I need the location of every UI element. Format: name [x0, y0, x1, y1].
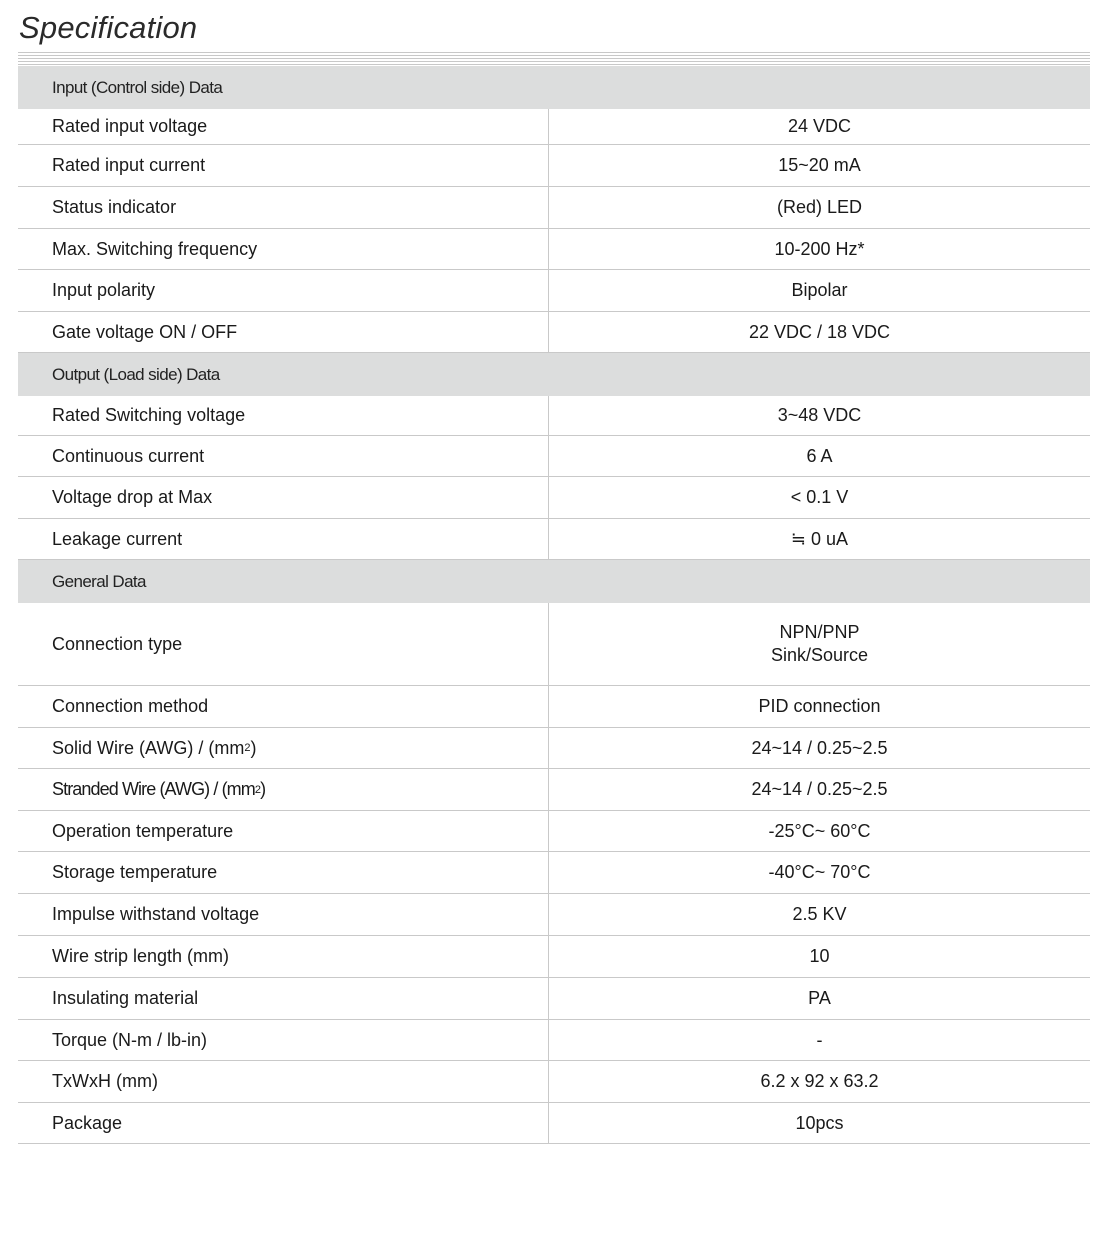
table-row [18, 270, 1090, 312]
row-label: Gate voltage ON / OFF [18, 312, 549, 352]
row-label: Storage temperature [18, 852, 549, 893]
section-heading-input: Input (Control side) Data [18, 66, 1090, 109]
row-label: Stranded Wire (AWG) / (mm 2 ) [18, 769, 549, 810]
row-value: 24 VDC [787, 116, 852, 136]
row-label: Status indicator [18, 187, 549, 228]
label-text-end: ) [260, 779, 266, 799]
row-label: Rated Switching voltage [18, 396, 549, 435]
row-value: ≒ 0 uA [790, 528, 849, 549]
row-value: 10pcs [795, 1112, 844, 1133]
row-value: (Red) LED [776, 197, 863, 217]
row-value: 2.5 KV [792, 904, 847, 924]
table-row [18, 686, 1090, 728]
table-row [18, 769, 1090, 811]
table-row [18, 436, 1090, 477]
row-label: Max. Switching frequency [18, 229, 549, 269]
row-label: Input polarity [18, 270, 549, 311]
row-label: Voltage drop at Max [18, 477, 549, 518]
table-row [18, 1103, 1090, 1144]
row-value: - [816, 1029, 823, 1050]
row-value: 6 A [806, 445, 833, 466]
row-label: Operation temperature [18, 811, 549, 851]
table-row [18, 811, 1090, 852]
row-value: 24~14 / 0.25~2.5 [751, 737, 888, 758]
row-label: Insulating material [18, 978, 549, 1019]
table-row [18, 1061, 1090, 1103]
table-row [18, 978, 1090, 1020]
table-row [18, 1020, 1090, 1061]
row-label: Leakage current [18, 519, 549, 559]
table-row [18, 728, 1090, 769]
row-value: 6.2 x 92 x 63.2 [760, 1071, 879, 1091]
label-text: Stranded Wire (AWG) / (mm [52, 779, 255, 799]
section-heading-output: Output (Load side) Data [18, 353, 1090, 396]
row-label: Wire strip length (mm) [18, 936, 549, 977]
table-row [18, 229, 1090, 270]
row-label: Connection type [18, 603, 549, 685]
table-row [18, 145, 1090, 187]
row-label: TxWxH (mm) [18, 1061, 549, 1102]
row-value: PID connection [758, 696, 881, 716]
row-label: Package [18, 1103, 549, 1143]
page-title: Specification [19, 10, 198, 45]
row-value: 10-200 Hz* [774, 238, 865, 259]
section-heading-general: General Data [18, 560, 1090, 603]
row-label: Rated input voltage [18, 109, 549, 144]
row-value: Bipolar [791, 280, 848, 300]
label-text-end: ) [250, 737, 257, 758]
table-row [18, 603, 1090, 686]
row-value: 24~14 / 0.25~2.5 [751, 779, 888, 799]
row-value: -25°C~ 60°C [768, 820, 871, 841]
row-value: -40°C~ 70°C [768, 862, 871, 882]
table-row [18, 187, 1090, 229]
row-label: Continuous current [18, 436, 549, 476]
row-value: 3~48 VDC [777, 405, 862, 425]
title-divider [18, 52, 1090, 66]
table-row [18, 312, 1090, 353]
table-row [18, 894, 1090, 936]
spec-table [18, 66, 1090, 1144]
row-value: 10 [809, 946, 830, 966]
table-row [18, 936, 1090, 978]
table-row [18, 396, 1090, 436]
row-label: Impulse withstand voltage [18, 894, 549, 935]
row-label: Torque (N-m / lb-in) [18, 1020, 549, 1060]
row-label: Rated input current [18, 145, 549, 186]
row-value: 22 VDC / 18 VDC [748, 321, 891, 342]
table-row [18, 109, 1090, 145]
row-label: Solid Wire (AWG) / (mm 2 ) [18, 728, 549, 768]
table-row [18, 852, 1090, 894]
table-row [18, 519, 1090, 560]
table-row [18, 477, 1090, 519]
row-value: 15~20 mA [778, 155, 861, 175]
label-text: Solid Wire (AWG) / (mm [52, 737, 245, 758]
row-value: PA [808, 988, 831, 1008]
row-value: < 0.1 V [790, 487, 849, 507]
row-value: NPN/PNP Sink/Source [770, 622, 869, 665]
row-label: Connection method [18, 686, 549, 727]
